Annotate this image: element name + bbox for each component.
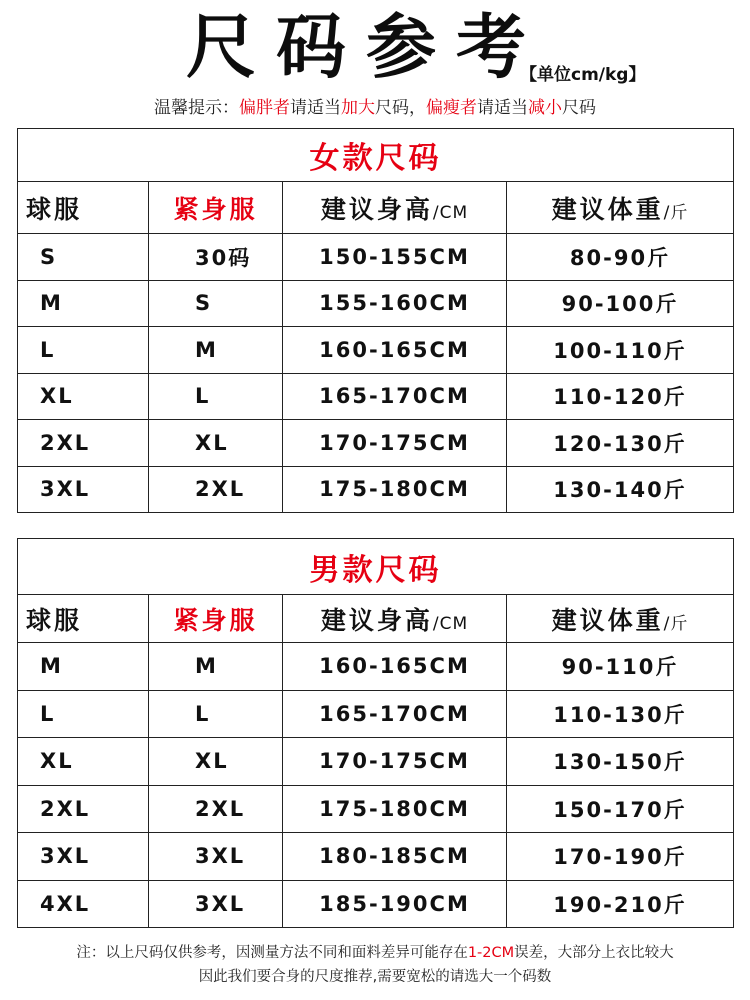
- tight-size-cell: 2XL: [149, 466, 283, 513]
- height-cell: 155-160CM: [283, 280, 507, 327]
- weight-cell: 110-130斤: [507, 690, 734, 738]
- header-height-label: 建议身高: [320, 605, 433, 635]
- table-row: [18, 466, 734, 513]
- tip-enlarge: 加大: [341, 98, 375, 118]
- height-cell: 170-175CM: [283, 738, 507, 786]
- jersey-size-cell: XL: [18, 738, 149, 786]
- height-cell: 165-170CM: [283, 373, 507, 420]
- table-row: [18, 280, 734, 327]
- header-weight: [507, 182, 734, 234]
- men-section-title: 男款尺码: [18, 539, 734, 595]
- height-cell: 175-180CM: [283, 466, 507, 513]
- height-cell: 160-165CM: [283, 327, 507, 374]
- tight-size-cell: L: [149, 690, 283, 738]
- men-header-row: [18, 595, 734, 643]
- height-cell: 175-180CM: [283, 785, 507, 833]
- height-cell: 185-190CM: [283, 880, 507, 928]
- height-cell: 180-185CM: [283, 833, 507, 881]
- height-cell: 170-175CM: [283, 420, 507, 467]
- tip-overweight: 偏胖者: [239, 98, 290, 118]
- table-row: [18, 738, 734, 786]
- header-weight-label: 建议体重: [551, 605, 664, 635]
- tight-size-cell: S: [149, 280, 283, 327]
- title-row: [0, 4, 750, 90]
- header-jersey: 球服: [18, 595, 149, 643]
- weight-cell: 110-120斤: [507, 373, 734, 420]
- tip-prefix: 温馨提示：: [154, 98, 239, 118]
- table-row: [18, 234, 734, 281]
- tip-text: 尺码: [562, 98, 596, 118]
- header-weight: [507, 595, 734, 643]
- footnote-line-2: 因此我们要合身的尺度推荐,需要宽松的请选大一个码数: [198, 969, 552, 985]
- header-height: [283, 182, 507, 234]
- table-row: [18, 785, 734, 833]
- men-title-row: [18, 539, 734, 595]
- tight-size-cell: 3XL: [149, 880, 283, 928]
- tip-reduce: 减小: [528, 98, 562, 118]
- tip-text: 尺码，: [375, 98, 426, 118]
- table-row: [18, 880, 734, 928]
- header-height-unit: /CM: [432, 202, 469, 223]
- tip-line: [0, 93, 750, 118]
- tight-size-cell: M: [149, 327, 283, 374]
- header-jersey: 球服: [18, 182, 149, 234]
- table-row: [18, 420, 734, 467]
- header-weight-label: 建议体重: [551, 194, 664, 224]
- page-title: 尺码参考: [186, 6, 546, 88]
- jersey-size-cell: M: [18, 280, 149, 327]
- footnote-line-1: [0, 941, 750, 965]
- tip-underweight: 偏瘦者: [426, 98, 477, 118]
- women-rows: [18, 234, 734, 513]
- header-tight: 紧身服: [149, 595, 283, 643]
- header-height-label: 建议身高: [320, 194, 433, 224]
- jersey-size-cell: XL: [18, 373, 149, 420]
- jersey-size-cell: 2XL: [18, 420, 149, 467]
- weight-cell: 80-90斤: [507, 234, 734, 281]
- tip-text: 请适当: [290, 98, 341, 118]
- jersey-size-cell: 3XL: [18, 466, 149, 513]
- tight-size-cell: 2XL: [149, 785, 283, 833]
- header-weight-unit: /斤: [663, 613, 689, 634]
- tight-size-cell: M: [149, 643, 283, 691]
- jersey-size-cell: 4XL: [18, 880, 149, 928]
- footnote-error-range: 1-2CM: [467, 945, 515, 961]
- jersey-size-cell: 2XL: [18, 785, 149, 833]
- jersey-size-cell: S: [18, 234, 149, 281]
- weight-cell: 90-110斤: [507, 643, 734, 691]
- footnote: [0, 941, 750, 989]
- footnote-text: 误差，大部分上衣比较大: [514, 945, 674, 961]
- weight-cell: 90-100斤: [507, 280, 734, 327]
- tight-size-cell: 30码: [149, 234, 283, 281]
- weight-cell: 130-150斤: [507, 738, 734, 786]
- weight-cell: 150-170斤: [507, 785, 734, 833]
- men-rows: [18, 643, 734, 928]
- header-height: [283, 595, 507, 643]
- weight-cell: 100-110斤: [507, 327, 734, 374]
- table-row: [18, 327, 734, 374]
- jersey-size-cell: M: [18, 643, 149, 691]
- height-cell: 150-155CM: [283, 234, 507, 281]
- header-tight: 紧身服: [149, 182, 283, 234]
- jersey-size-cell: L: [18, 690, 149, 738]
- women-title-row: [18, 129, 734, 182]
- tight-size-cell: XL: [149, 738, 283, 786]
- jersey-size-cell: 3XL: [18, 833, 149, 881]
- weight-cell: 120-130斤: [507, 420, 734, 467]
- weight-cell: 170-190斤: [507, 833, 734, 881]
- table-row: [18, 643, 734, 691]
- table-row: [18, 373, 734, 420]
- unit-note: 【单位cm/kg】: [520, 65, 646, 85]
- table-row: [18, 833, 734, 881]
- women-header-row: [18, 182, 734, 234]
- footnote-text: 注：以上尺码仅供参考，因测量方法不同和面料差异可能存在: [76, 945, 468, 961]
- header-height-unit: /CM: [432, 613, 469, 634]
- weight-cell: 130-140斤: [507, 466, 734, 513]
- women-size-table: [17, 128, 734, 513]
- header-weight-unit: /斤: [663, 202, 689, 223]
- tight-size-cell: XL: [149, 420, 283, 467]
- men-size-table: [17, 538, 734, 928]
- table-row: [18, 690, 734, 738]
- jersey-size-cell: L: [18, 327, 149, 374]
- tight-size-cell: L: [149, 373, 283, 420]
- tight-size-cell: 3XL: [149, 833, 283, 881]
- height-cell: 165-170CM: [283, 690, 507, 738]
- women-section-title: 女款尺码: [18, 129, 734, 182]
- tip-text: 请适当: [477, 98, 528, 118]
- height-cell: 160-165CM: [283, 643, 507, 691]
- weight-cell: 190-210斤: [507, 880, 734, 928]
